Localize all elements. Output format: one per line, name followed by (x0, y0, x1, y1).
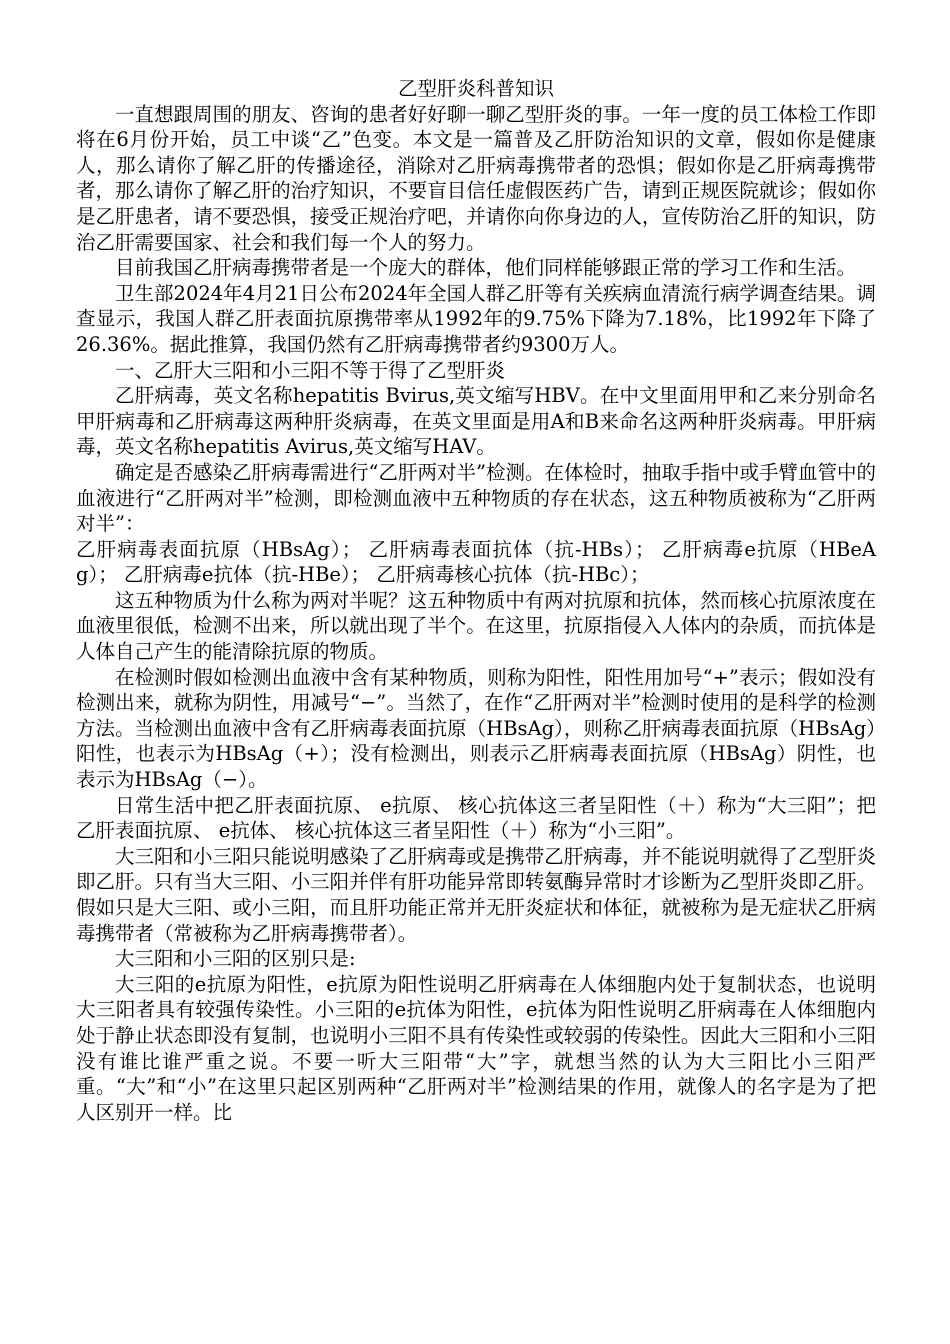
paragraph: 确定是否感染乙肝病毒需进行“乙肝两对半”检测。在体检时，抽取手指中或手臂血管中的血液进行“乙肝两对半”检测，即检测血液中五种物质的存在状态，这五种物质被称为“乙肝两对半”： (76, 460, 876, 536)
document-title: 乙型肝炎科普知识 (397, 77, 554, 100)
paragraph: 大三阳和小三阳的区别只是: (115, 947, 356, 971)
paragraph: 一直想跟周围的朋友、咨询的患者好好聊一聊乙型肝炎的事。一年一度的员工体检工作即将在6月份开始，员工中谈“乙”色变。本文是一篇普及乙肝防治知识的文章，假如你是健康人，那么请你了解乙肝的传播途径，消除对乙肝病毒携带者的恐惧；假如你是乙肝病毒携带者，那么请你了解乙肝的治疗知识，不要盲目信任虚假医药广告，请到正规医院就诊；假如你是乙肝患者，请不要恐惧，接受正规治疗吧，并请你向你身边的人，宣传防治乙肝的知识，防治乙肝需要国家、社会和我们每一个人的努力。 (76, 102, 876, 254)
paragraph: 在检测时假如检测出血液中含有某种物质，则称为阳性，阳性用加号“+”表示；假如没有检测出来，就称为阴性，用减号“−”。当然了，在作“乙肝两对半”检测时使用的是科学的检测方法。当检测出血液中含有乙肝病毒表面抗原（HBsAg），则称乙肝病毒表面抗原（HBsAg）阳性，也表示为HBsAg（+）；没有检测出，则表示乙肝病毒表面抗原（HBsAg）阴性，也表示为HBsAg（−）。 (76, 665, 876, 792)
paragraph: 这五种物质为什么称为两对半呢？这五种物质中有两对抗原和抗体，然而核心抗原浓度在血液里很低，检测不出来，所以就出现了半个。在这里，抗原指侵入人体内的杂质，而抗体是人体自己产生的能清除抗原的物质。 (76, 588, 876, 664)
document-page (76, 76, 876, 1125)
paragraph: 卫生部2024年4月21日公布2024年全国人群乙肝等有关疾病血清流行病学调查结果。调查显示，我国人群乙肝表面抗原携带率从1992年的9.75%下降为7.18%，比1992年下降了26.36%。据此推算，我国仍然有乙肝病毒携带者约9300万人。 (76, 281, 876, 356)
document-body (76, 102, 876, 1126)
paragraph: 乙肝病毒，英文名称hepatitis Bvirus,英文缩写HBV。在中文里面用甲和乙来分别命名甲肝病毒和乙肝病毒这两种肝炎病毒，在英文里面是用A和B来命名这两种肝炎病毒。甲肝病毒，英文名称hepatitis Avirus,英文缩写HAV。 (76, 384, 876, 459)
paragraph: 目前我国乙肝病毒携带者是一个庞大的群体，他们同样能够跟正常的学习工作和生活。 (115, 256, 857, 280)
paragraph: 日常生活中把乙肝表面抗原、 e抗原、 核心抗体这三者呈阳性（＋）称为“大三阳”；把乙肝表面抗原、 e抗体、 核心抗体这三者呈阳性（＋）称为“小三阳”。 (76, 793, 876, 843)
paragraph: 大三阳的e抗原为阳性，e抗原为阳性说明乙肝病毒在人体细胞内处于复制状态，也说明大三阳者具有较强传染性。小三阳的e抗体为阳性，e抗体为阳性说明乙肝病毒在人体细胞内处于静止状态即没有复制，也说明小三阳不具有传染性或较弱的传染性。因此大三阳和小三阳没有谁比谁严重之说。不要一听大三阳带“大”字，就想当然的认为大三阳比小三阳严重。“大”和“小”在这里只起区别两种“乙肝两对半”检测结果的作用，就像人的名字是为了把人区别开一样。比 (76, 972, 876, 1124)
paragraph: 大三阳和小三阳只能说明感染了乙肝病毒或是携带乙肝病毒，并不能说明就得了乙型肝炎即乙肝。只有当大三阳、小三阳并伴有肝功能异常即转氨酶异常时才诊断为乙型肝炎即乙肝。假如只是大三阳、或小三阳，而且肝功能正常并无肝炎症状和体征，就被称为是无症状乙肝病毒携带者（常被称为乙肝病毒携带者）。 (76, 844, 876, 945)
paragraph: 一、乙肝大三阳和小三阳不等于得了乙型肝炎 (115, 358, 506, 382)
paragraph: 乙肝病毒表面抗原（HBsAg）； 乙肝病毒表面抗体（抗-HBs）； 乙肝病毒e抗原（HBeAg）； 乙肝病毒e抗体（抗-HBe）； 乙肝病毒核心抗体（抗-HBc）； (76, 537, 876, 587)
